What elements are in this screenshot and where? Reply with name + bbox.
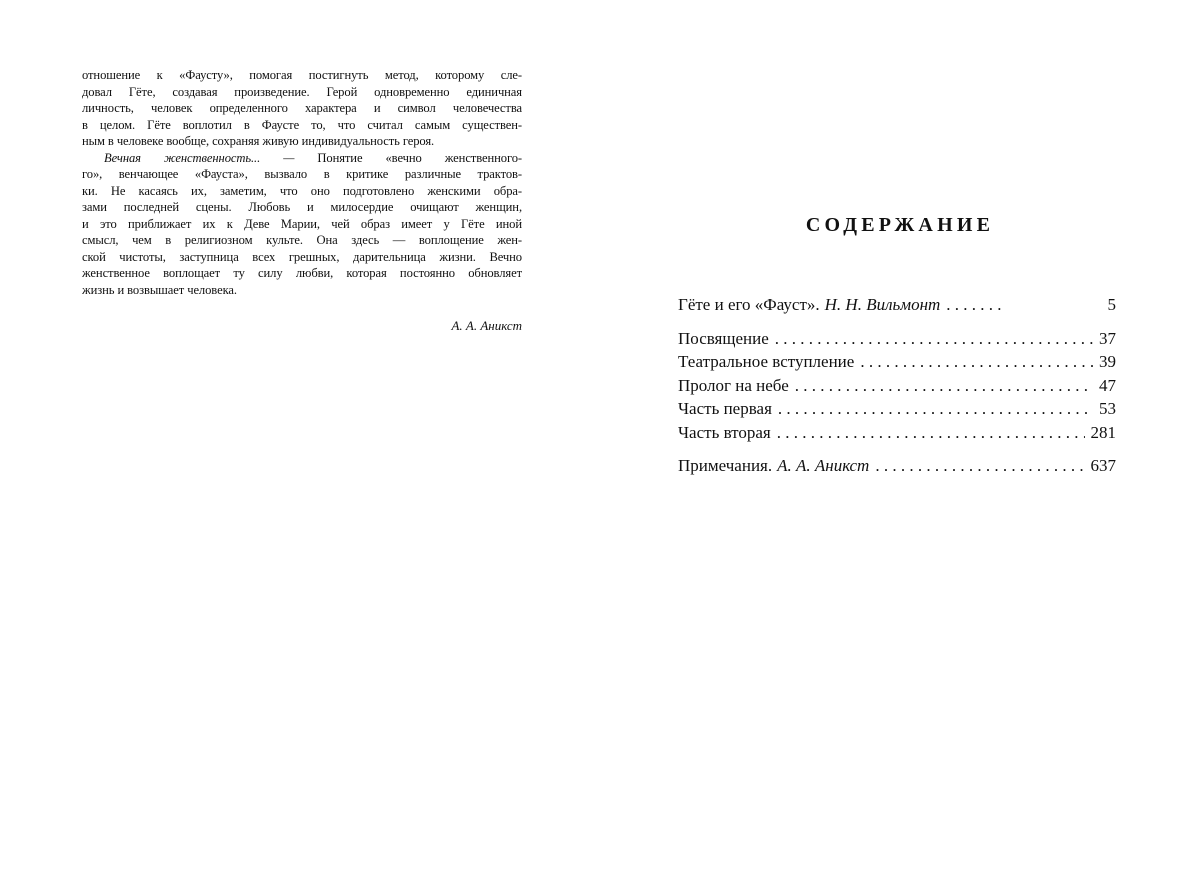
text-line: женственное воплощает ту силу любви, которая постоянно обновляет [82, 266, 522, 280]
toc-entry[interactable] [678, 327, 1116, 351]
toc-entry-label: Часть первая [678, 399, 772, 418]
text-line: и это приближает их к Деве Марии, чей образ имеет у Гёте иной [82, 216, 522, 231]
paragraph-1 [82, 67, 522, 150]
left-page-text [82, 67, 522, 298]
text-line: довал Гёте, создавая произведение. Герой одновременно единичная [82, 84, 522, 99]
leader-dots [795, 374, 1093, 398]
toc-entry-author: А. А. Аникст [777, 456, 870, 475]
toc-entry[interactable] [678, 397, 1116, 421]
toc-entry-label: Примечания. [678, 456, 773, 475]
toc-entry[interactable] [678, 421, 1116, 445]
toc-entry-author: Н. Н. Вильмонт [824, 295, 941, 314]
toc-entry-page: 47 [1099, 375, 1116, 395]
toc-entry[interactable] [678, 293, 1116, 317]
text-line: личность, человек определенного характера и символ человечества [82, 101, 522, 115]
toc-entry-label: Пролог на небе [678, 375, 789, 395]
italic-lead: Вечная женственность... — [104, 150, 295, 165]
leader-dots [860, 350, 1093, 374]
group-gap [678, 317, 1116, 327]
toc-entry[interactable] [678, 454, 1116, 478]
text-line [82, 150, 522, 167]
toc-entry-label: Посвящение [678, 328, 769, 348]
text-line-rest: Понятие «вечно женственного- [317, 150, 522, 165]
toc-title: СОДЕРЖАНИЕ [805, 214, 995, 236]
toc-entry-label: Театральное вступление [678, 352, 855, 371]
text-line: жизнь и возвышает человека. [82, 282, 237, 297]
text-line: зами последней сцены. Любовь и милосердие очищают женщин, [82, 200, 522, 214]
toc-entry[interactable] [678, 350, 1116, 374]
group-gap [678, 444, 1116, 454]
text-line: го», венчающее «Фауста», вызвало в критике различные трактов- [82, 167, 522, 181]
text-line: смысл, чем в религиозном культе. Она здесь — воплощение жен- [82, 233, 522, 247]
text-line: ным в человеке вообще, сохраняя живую индивидуальность героя. [82, 134, 435, 148]
table-of-contents [678, 293, 1116, 478]
leader-dots [946, 293, 1006, 317]
leader-dots [777, 421, 1085, 445]
toc-entry-page: 281 [1090, 422, 1116, 442]
text-line: ки. Не касаясь их, заметим, что оно подготовлено женскими обра- [82, 183, 522, 198]
text-line: в целом. Гёте воплотил в Фаусте то, что считал самым существен- [82, 117, 522, 132]
signature: А. А. Аникст [451, 318, 522, 333]
toc-entry-page: 637 [1090, 456, 1116, 475]
toc-entry-page: 39 [1099, 352, 1116, 371]
leader-dots [875, 454, 1084, 478]
toc-entry[interactable] [678, 374, 1116, 398]
toc-entry-page: 37 [1099, 328, 1116, 348]
paragraph-2 [82, 150, 522, 299]
toc-entry-page: 5 [1107, 295, 1116, 314]
toc-entry-label: Часть вторая [678, 422, 771, 442]
toc-entry-page: 53 [1099, 399, 1116, 418]
text-line: отношение к «Фаусту», помогая постигнуть метод, которому сле- [82, 68, 522, 82]
toc-entry-label: Гёте и его «Фауст». [678, 295, 820, 314]
leader-dots [775, 327, 1093, 351]
text-line: ской чистоты, заступница всех грешных, дарительница жизни. Вечно [82, 249, 522, 264]
leader-dots [778, 397, 1093, 421]
